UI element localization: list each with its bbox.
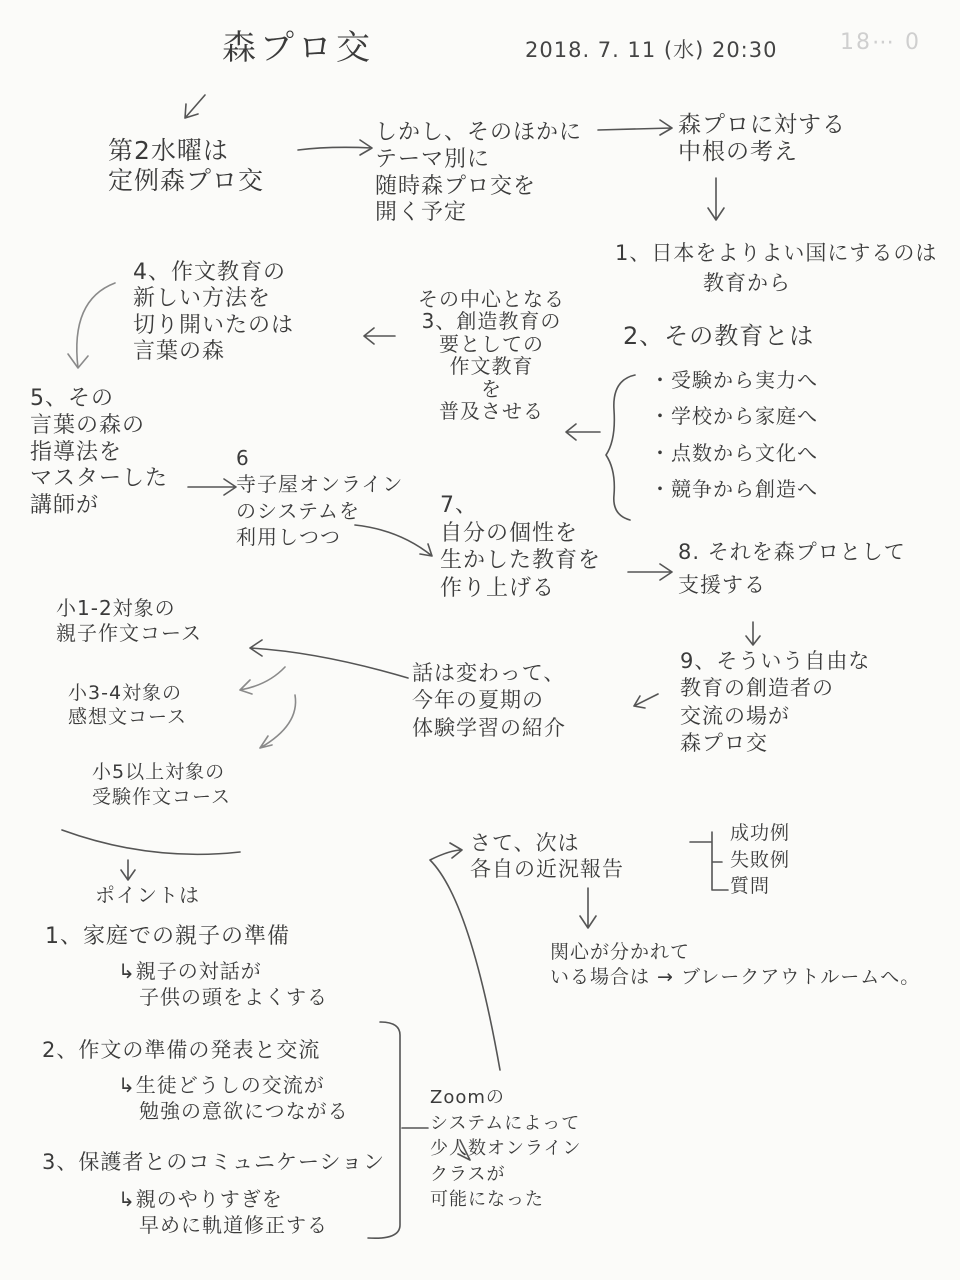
point-5: 5、その 言葉の森の 指導法を マスターした 講師が — [30, 386, 169, 519]
report-types: 成功例 失敗例 質問 — [730, 822, 791, 898]
point-presentation: 2、作文の準備の発表と交流 — [42, 1038, 321, 1062]
note-breakout-rooms: 関心が分かれて いる場合は → ブレークアウトルームへ。 — [550, 941, 921, 988]
course-grade-3-4: 小3-4対象の 感想文コース — [68, 682, 188, 728]
note-nakane-view: 森プロに対する 中根の考え — [678, 112, 846, 166]
note-thematic-meetings: しかし、そのほかに テーマ別に 随時森プロ交を 開く予定 — [375, 120, 583, 226]
point-family-prep: 1、家庭での親子の準備 — [45, 924, 290, 949]
point-7: 7、 自分の個性を 生かした教育を 作り上げる — [440, 493, 602, 601]
point-4: 4、作文教育の 新しい方法を 切り開いたのは 言葉の森 — [133, 260, 295, 365]
course-grade-1-2: 小1-2対象の 親子作文コース — [56, 596, 202, 645]
page-title: 森プロ交 — [222, 28, 374, 68]
point-2-list: ・受験から実力へ ・学校から家庭へ ・点数から文化へ ・競争から創造へ — [650, 368, 818, 502]
point-guardian-communication: 3、保護者とのコミュニケーション — [42, 1150, 386, 1174]
point-9: 9、そういう自由な 教育の創造者の 交流の場が 森プロ交 — [680, 649, 871, 755]
date-stamp: 2018. 7. 11 (水) 20:30 — [525, 38, 778, 62]
point-family-prep-detail: ↳親子の対話が 子供の頭をよくする — [118, 959, 328, 1009]
points-heading: ポイントは — [95, 883, 200, 907]
note-next-reports: さて、次は 各自の近況報告 — [470, 831, 624, 882]
point-presentation-detail: ↳生徒どうしの交流が 勉強の意欲につながる — [118, 1073, 349, 1123]
point-6: 6 寺子屋オンライン のシステムを 利用しつつ — [236, 446, 404, 550]
note-zoom: Zoomの システムによって 少人数オンライン クラスが 可能になった — [430, 1087, 582, 1211]
course-grade-5-up: 小5以上対象の 受験作文コース — [92, 761, 232, 808]
note-summer-intro: 話は変わって、 今年の夏期の 体験学習の紹介 — [412, 661, 566, 740]
point-8: 8. それを森プロとして 支援する — [678, 540, 906, 597]
corner-mark: 18⋯ 0 — [840, 30, 921, 55]
note-regular-meeting: 第2水曜は 定例森プロ交 — [108, 136, 265, 195]
point-2-heading: 2、その教育とは — [623, 322, 815, 350]
point-guardian-communication-detail: ↳親のやりすぎを 早めに軌道修正する — [118, 1187, 328, 1237]
point-1: 1、日本をよりよい国にするのは 教育から — [615, 241, 938, 296]
point-3: その中心となる 3、創造教育の 要としての 作文教育 を 普及させる — [418, 287, 565, 423]
